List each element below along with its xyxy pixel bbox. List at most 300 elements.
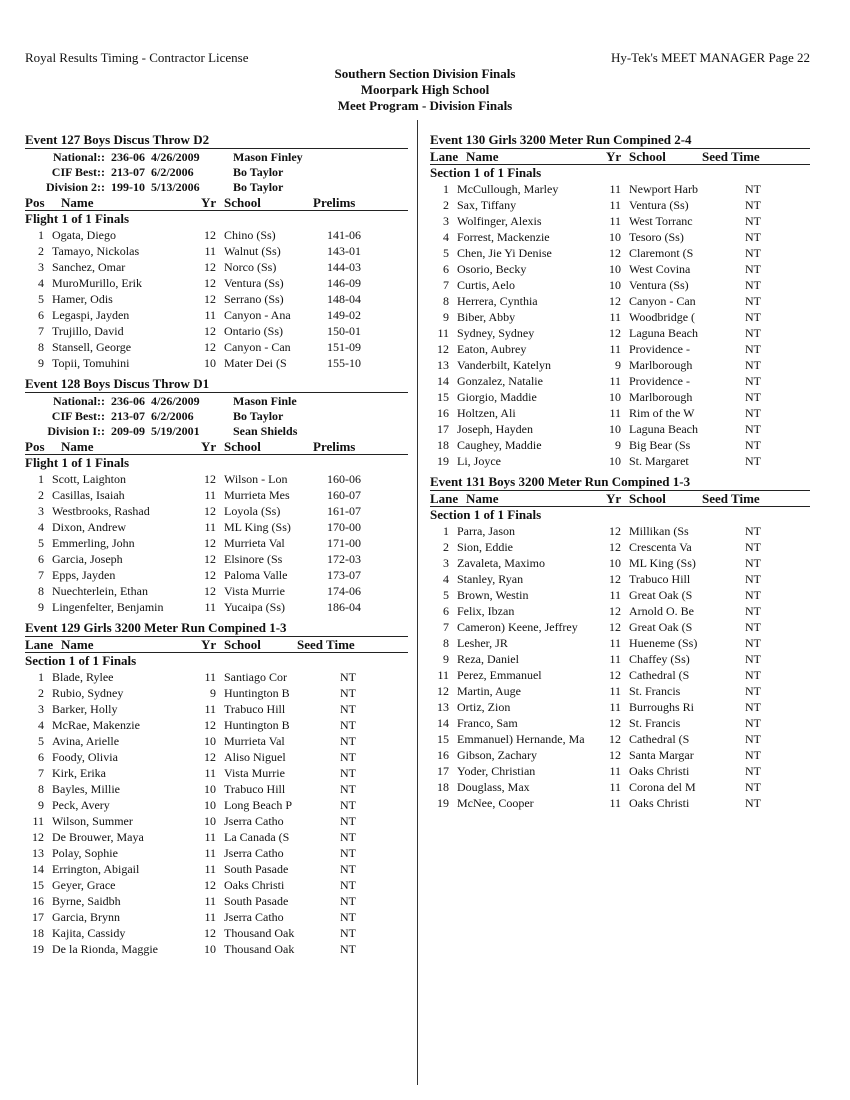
- entry-year: 12: [609, 620, 621, 634]
- right-column: [430, 131, 810, 815]
- entry-year: 12: [609, 572, 621, 586]
- entry-row: [430, 277, 810, 293]
- entry-year: 9: [615, 358, 621, 372]
- entry-seed-time: NT: [340, 814, 356, 828]
- entry-year: 12: [609, 716, 621, 730]
- entry-row: [430, 213, 810, 229]
- entry-school: ML King (Ss): [224, 520, 291, 534]
- entry-row: [430, 683, 810, 699]
- column-header: [25, 195, 408, 211]
- left-column: [25, 131, 408, 961]
- entry-school: Rim of the W: [629, 406, 695, 420]
- entry-year: 12: [204, 292, 216, 306]
- entry-row: [430, 571, 810, 587]
- entry-school: Thousand Oak: [224, 926, 295, 940]
- entry-lane: 3: [443, 556, 449, 570]
- record-mark: 236-06: [111, 394, 145, 408]
- entry-year: 11: [609, 342, 621, 356]
- entry-row: [430, 325, 810, 341]
- entry-lane: 8: [38, 782, 44, 796]
- entry-year: 11: [609, 214, 621, 228]
- entry-row: [430, 667, 810, 683]
- entry-lane: 18: [32, 926, 44, 940]
- entry-year: 10: [609, 390, 621, 404]
- entry-lane: 2: [38, 686, 44, 700]
- col-name: Name: [466, 491, 499, 506]
- entry-seed-time: NT: [745, 390, 761, 404]
- entry-seed-time: NT: [745, 342, 761, 356]
- record-date: 5/13/2006: [151, 180, 200, 194]
- entry-year: 11: [204, 244, 216, 258]
- entry-row: [430, 651, 810, 667]
- entry-name: Barker, Holly: [52, 702, 118, 716]
- record-label: CIF Best::: [51, 165, 105, 179]
- record-line: [25, 165, 408, 180]
- entry-name: Byrne, Saidbh: [52, 894, 121, 908]
- entry-school: Woodbridge (: [629, 310, 696, 324]
- entry-lane: 15: [437, 390, 449, 404]
- entry-seed-time: NT: [745, 374, 761, 388]
- entry-row: [430, 699, 810, 715]
- entry-name: Yoder, Christian: [457, 764, 536, 778]
- entry-lane: 5: [443, 588, 449, 602]
- entry-school: Jserra Catho: [224, 814, 284, 828]
- entry-row: [25, 519, 408, 535]
- entry-name: Forrest, Mackenzie: [457, 230, 550, 244]
- event-title: Event 129 Girls 3200 Meter Run Compined 1-3: [25, 620, 287, 635]
- entry-lane: 1: [38, 670, 44, 684]
- col-school: School: [224, 195, 261, 210]
- entry-name: Eaton, Aubrey: [457, 342, 527, 356]
- entry-seed-time: NT: [340, 942, 356, 956]
- entry-name: Dixon, Andrew: [52, 520, 126, 534]
- entry-lane: 2: [443, 540, 449, 554]
- entry-lane: 7: [38, 766, 44, 780]
- event-title: Event 131 Boys 3200 Meter Run Compined 1-3: [430, 474, 691, 489]
- header-license: Royal Results Timing - Contractor License: [25, 50, 249, 65]
- entry-name: Stanley, Ryan: [457, 572, 524, 586]
- record-label: CIF Best::: [51, 409, 105, 423]
- entry-school: Providence -: [629, 342, 690, 356]
- entry-name: Osorio, Becky: [457, 262, 527, 276]
- entry-year: 10: [609, 230, 621, 244]
- entry-year: 11: [609, 588, 621, 602]
- entry-lane: 12: [32, 830, 44, 844]
- entry-pos: 8: [38, 340, 44, 354]
- entry-year: 11: [609, 406, 621, 420]
- entry-year: 11: [204, 488, 216, 502]
- entry-school: Elsinore (Ss: [224, 552, 283, 566]
- record-holder: Mason Finle: [233, 394, 297, 408]
- entry-year: 11: [609, 684, 621, 698]
- entry-prelims: 141-06: [327, 228, 361, 242]
- entry-name: Wilson, Summer: [52, 814, 133, 828]
- entry-row: [430, 341, 810, 357]
- entry-lane: 17: [437, 422, 449, 436]
- entry-lane: 18: [437, 438, 449, 452]
- record-date: 6/2/2006: [151, 165, 194, 179]
- records-block: [25, 148, 408, 195]
- col-name: Name: [61, 637, 94, 652]
- record-mark: 213-07: [111, 165, 145, 179]
- event-block: [25, 619, 408, 957]
- entry-school: Canyon - Can: [224, 340, 291, 354]
- entry-year: 11: [204, 308, 216, 322]
- entry-row: [430, 309, 810, 325]
- entry-name: Emmanuel) Hernande, Ma: [457, 732, 585, 746]
- entry-pos: 3: [38, 260, 44, 274]
- entry-year: 11: [609, 636, 621, 650]
- entry-name: Tamayo, Nickolas: [52, 244, 140, 258]
- entry-row: [25, 861, 408, 877]
- entry-school: Vista Murrie: [224, 584, 285, 598]
- entry-name: Douglass, Max: [457, 780, 530, 794]
- entry-lane: 8: [443, 294, 449, 308]
- entry-seed-time: NT: [745, 438, 761, 452]
- record-label: Division 2::: [45, 180, 105, 194]
- entry-seed-time: NT: [745, 652, 761, 666]
- record-mark: 236-06: [111, 150, 145, 164]
- entry-prelims: 144-03: [327, 260, 361, 274]
- entry-school: Wilson - Lon: [224, 472, 288, 486]
- entry-school: Cathedral (S: [629, 732, 690, 746]
- entry-row: [25, 749, 408, 765]
- entry-year: 12: [609, 524, 621, 538]
- entry-row: [430, 715, 810, 731]
- entry-name: Chen, Jie Yi Denise: [457, 246, 552, 260]
- entry-name: Ogata, Diego: [52, 228, 116, 242]
- entry-name: Epps, Jayden: [52, 568, 116, 582]
- entry-lane: 16: [32, 894, 44, 908]
- entry-lane: 17: [32, 910, 44, 924]
- entry-prelims: 150-01: [327, 324, 361, 338]
- entry-school: Aliso Niguel: [224, 750, 286, 764]
- entry-pos: 2: [38, 244, 44, 258]
- record-holder: Sean Shields: [233, 424, 298, 438]
- entry-row: [25, 355, 408, 371]
- entry-lane: 9: [443, 652, 449, 666]
- col-yr: Yr: [201, 439, 217, 454]
- entry-school: Long Beach P: [224, 798, 292, 812]
- col-lane: Lane: [430, 491, 459, 506]
- entry-prelims: 146-09: [327, 276, 361, 290]
- entry-row: [430, 373, 810, 389]
- entry-row: [430, 229, 810, 245]
- entry-seed-time: NT: [745, 540, 761, 554]
- entry-prelims: 155-10: [327, 356, 361, 370]
- entry-lane: 14: [437, 716, 449, 730]
- col-lane: Lane: [430, 149, 459, 164]
- entry-name: Kajita, Cassidy: [52, 926, 126, 940]
- entry-pos: 2: [38, 488, 44, 502]
- entry-row: [430, 555, 810, 571]
- entry-year: 12: [609, 326, 621, 340]
- entry-lane: 11: [437, 326, 449, 340]
- record-holder: Bo Taylor: [233, 409, 284, 423]
- entry-row: [430, 357, 810, 373]
- entry-year: 12: [204, 568, 216, 582]
- entry-lane: 15: [437, 732, 449, 746]
- entry-seed-time: NT: [745, 716, 761, 730]
- entry-row: [430, 421, 810, 437]
- entry-seed-time: NT: [745, 572, 761, 586]
- entry-year: 11: [609, 796, 621, 810]
- record-label: Division I::: [47, 424, 105, 438]
- entry-name: Kirk, Erika: [52, 766, 106, 780]
- entry-school: Cathedral (S: [629, 668, 690, 682]
- entry-name: Nuechterlein, Ethan: [52, 584, 148, 598]
- entry-school: St. Margaret: [629, 454, 689, 468]
- entry-school: Huntington B: [224, 718, 290, 732]
- entry-year: 10: [609, 422, 621, 436]
- entry-row: [430, 389, 810, 405]
- entry-year: 12: [204, 926, 216, 940]
- record-date: 4/26/2009: [151, 150, 200, 164]
- entry-school: Jserra Catho: [224, 846, 284, 860]
- entry-prelims: 149-02: [327, 308, 361, 322]
- entry-seed-time: NT: [745, 684, 761, 698]
- entry-name: Peck, Avery: [52, 798, 110, 812]
- record-mark: 199-10: [111, 180, 145, 194]
- entry-row: [430, 453, 810, 469]
- entry-prelims: 186-04: [327, 600, 361, 614]
- entry-row: [25, 909, 408, 925]
- entry-school: Canyon - Ana: [224, 308, 291, 322]
- entry-name: Biber, Abby: [457, 310, 516, 324]
- entry-lane: 1: [443, 182, 449, 196]
- section-heading: Section 1 of 1 Finals: [25, 653, 137, 668]
- entry-school: St. Francis: [629, 684, 681, 698]
- entry-seed-time: NT: [340, 718, 356, 732]
- entry-row: [25, 893, 408, 909]
- entry-lane: 12: [437, 342, 449, 356]
- entry-year: 11: [609, 652, 621, 666]
- col-seed-time: Seed Time: [702, 149, 760, 164]
- event-block: [430, 131, 810, 469]
- entry-lane: 8: [443, 636, 449, 650]
- entry-school: Vista Murrie: [224, 766, 285, 780]
- entry-year: 11: [204, 830, 216, 844]
- column-header: [25, 636, 408, 653]
- entry-row: [430, 293, 810, 309]
- entry-name: Gonzalez, Natalie: [457, 374, 543, 388]
- entry-name: Topii, Tomuhini: [52, 356, 130, 370]
- entry-name: Curtis, Aelo: [457, 278, 516, 292]
- entry-lane: 4: [443, 572, 449, 586]
- entry-prelims: 148-04: [327, 292, 361, 306]
- record-holder: Bo Taylor: [233, 180, 284, 194]
- entry-school: West Torranc: [629, 214, 693, 228]
- entry-lane: 4: [38, 718, 44, 732]
- entry-name: McCullough, Marley: [457, 182, 559, 196]
- entry-lane: 4: [443, 230, 449, 244]
- entry-seed-time: NT: [745, 214, 761, 228]
- entry-row: [25, 503, 408, 519]
- event-title: Event 127 Boys Discus Throw D2: [25, 132, 210, 147]
- entry-seed-time: NT: [745, 764, 761, 778]
- entry-year: 12: [609, 748, 621, 762]
- entry-seed-time: NT: [745, 406, 761, 420]
- entry-lane: 19: [32, 942, 44, 956]
- section-heading: Flight 1 of 1 Finals: [25, 455, 130, 470]
- entry-school: Serrano (Ss): [224, 292, 284, 306]
- entry-pos: 8: [38, 584, 44, 598]
- entry-year: 11: [204, 670, 216, 684]
- entry-school: Oaks Christi: [224, 878, 285, 892]
- entry-school: Thousand Oak: [224, 942, 295, 956]
- entry-name: Caughey, Maddie: [457, 438, 542, 452]
- entry-prelims: 160-07: [327, 488, 361, 502]
- entry-seed-time: NT: [340, 686, 356, 700]
- entry-year: 12: [204, 472, 216, 486]
- entry-row: [25, 733, 408, 749]
- col-seed-time: Seed Time: [702, 491, 760, 506]
- entry-seed-time: NT: [745, 556, 761, 570]
- entry-name: Lesher, JR: [457, 636, 508, 650]
- entry-lane: 9: [38, 798, 44, 812]
- entry-name: Holtzen, Ali: [457, 406, 516, 420]
- col-name: Name: [61, 195, 94, 210]
- entry-row: [430, 181, 810, 197]
- entry-seed-time: NT: [745, 230, 761, 244]
- entry-lane: 13: [32, 846, 44, 860]
- entry-school: Paloma Valle: [224, 568, 288, 582]
- record-label: National::: [53, 394, 105, 408]
- entry-lane: 13: [437, 700, 449, 714]
- entry-name: Felix, Ibzan: [457, 604, 515, 618]
- entry-name: Vanderbilt, Katelyn: [457, 358, 551, 372]
- entry-seed-time: NT: [745, 182, 761, 196]
- entry-school: Trabuco Hill: [224, 782, 286, 796]
- entry-lane: 7: [443, 620, 449, 634]
- entry-school: Newport Harb: [629, 182, 698, 196]
- entry-name: De Brouwer, Maya: [52, 830, 144, 844]
- entry-name: Emmerling, John: [52, 536, 135, 550]
- entry-row: [430, 635, 810, 651]
- entry-name: Wolfinger, Alexis: [457, 214, 542, 228]
- entry-row: [430, 747, 810, 763]
- entry-name: Sanchez, Omar: [52, 260, 126, 274]
- entry-seed-time: NT: [745, 278, 761, 292]
- entry-row: [430, 539, 810, 555]
- entry-name: Errington, Abigail: [52, 862, 140, 876]
- column-divider: [417, 120, 418, 1085]
- record-line: [25, 424, 408, 439]
- entry-school: Walnut (Ss): [224, 244, 281, 258]
- entry-year: 12: [204, 276, 216, 290]
- entry-row: [430, 795, 810, 811]
- entry-row: [25, 877, 408, 893]
- entry-name: Parra, Jason: [457, 524, 515, 538]
- col-yr: Yr: [606, 149, 622, 164]
- entry-school: Trabuco Hill: [629, 572, 691, 586]
- entry-row: [25, 275, 408, 291]
- entry-seed-time: NT: [340, 798, 356, 812]
- entry-name: Avina, Arielle: [52, 734, 120, 748]
- entry-year: 11: [609, 374, 621, 388]
- entry-lane: 14: [437, 374, 449, 388]
- entry-school: Murrieta Val: [224, 734, 285, 748]
- entry-name: McNee, Cooper: [457, 796, 534, 810]
- record-line: [25, 150, 408, 165]
- record-holder: Bo Taylor: [233, 165, 284, 179]
- entry-row: [25, 717, 408, 733]
- entry-pos: 5: [38, 292, 44, 306]
- entry-year: 11: [204, 862, 216, 876]
- entry-school: Great Oak (S: [629, 588, 693, 602]
- entry-name: Franco, Sam: [457, 716, 518, 730]
- entry-row: [430, 405, 810, 421]
- entry-seed-time: NT: [745, 294, 761, 308]
- entry-name: Ortiz, Zion: [457, 700, 511, 714]
- entry-row: [25, 845, 408, 861]
- record-mark: 209-09: [111, 424, 145, 438]
- entry-name: Bayles, Millie: [52, 782, 120, 796]
- entry-year: 11: [204, 520, 216, 534]
- entry-year: 10: [204, 734, 216, 748]
- col-school: School: [629, 491, 666, 506]
- entry-pos: 4: [38, 276, 44, 290]
- entry-school: Jserra Catho: [224, 910, 284, 924]
- entry-school: Trabuco Hill: [224, 702, 286, 716]
- entry-name: Legaspi, Jayden: [52, 308, 130, 322]
- entry-school: Santiago Cor: [224, 670, 287, 684]
- entry-name: Perez, Emmanuel: [457, 668, 542, 682]
- entry-year: 11: [204, 846, 216, 860]
- entry-seed-time: NT: [340, 766, 356, 780]
- entry-year: 11: [204, 894, 216, 908]
- entry-name: Martin, Auge: [457, 684, 521, 698]
- entry-row: [430, 763, 810, 779]
- section-heading: Flight 1 of 1 Finals: [25, 211, 130, 226]
- entry-year: 12: [204, 260, 216, 274]
- entry-seed-time: NT: [340, 750, 356, 764]
- entry-school: Oaks Christi: [629, 764, 690, 778]
- entry-year: 12: [204, 584, 216, 598]
- entry-school: Yucaipa (Ss): [224, 600, 285, 614]
- entry-school: Marlborough: [629, 358, 693, 372]
- column-header: [430, 490, 810, 507]
- entry-school: Crescenta Va: [629, 540, 692, 554]
- col-school: School: [224, 637, 261, 652]
- section-heading: Section 1 of 1 Finals: [430, 165, 542, 180]
- entry-lane: 18: [437, 780, 449, 794]
- entry-seed-time: NT: [340, 782, 356, 796]
- entry-school: Santa Margar: [629, 748, 694, 762]
- entry-row: [25, 599, 408, 615]
- entry-row: [25, 551, 408, 567]
- entry-year: 10: [204, 356, 216, 370]
- entry-name: Garcia, Brynn: [52, 910, 120, 924]
- entry-seed-time: NT: [745, 604, 761, 618]
- entry-name: Li, Joyce: [457, 454, 501, 468]
- entry-seed-time: NT: [745, 454, 761, 468]
- entry-row: [25, 339, 408, 355]
- record-label: National::: [53, 150, 105, 164]
- entry-row: [430, 779, 810, 795]
- entry-lane: 14: [32, 862, 44, 876]
- entry-name: Casillas, Isaiah: [52, 488, 125, 502]
- entry-school: Laguna Beach: [629, 422, 698, 436]
- entry-lane: 19: [437, 796, 449, 810]
- entry-school: Chaffey (Ss): [629, 652, 690, 666]
- entry-year: 12: [204, 878, 216, 892]
- entry-year: 12: [204, 536, 216, 550]
- entry-name: Cameron) Keene, Jeffrey: [457, 620, 578, 634]
- entry-year: 11: [609, 198, 621, 212]
- col-seed-time: Seed Time: [297, 637, 355, 652]
- entry-year: 12: [204, 228, 216, 242]
